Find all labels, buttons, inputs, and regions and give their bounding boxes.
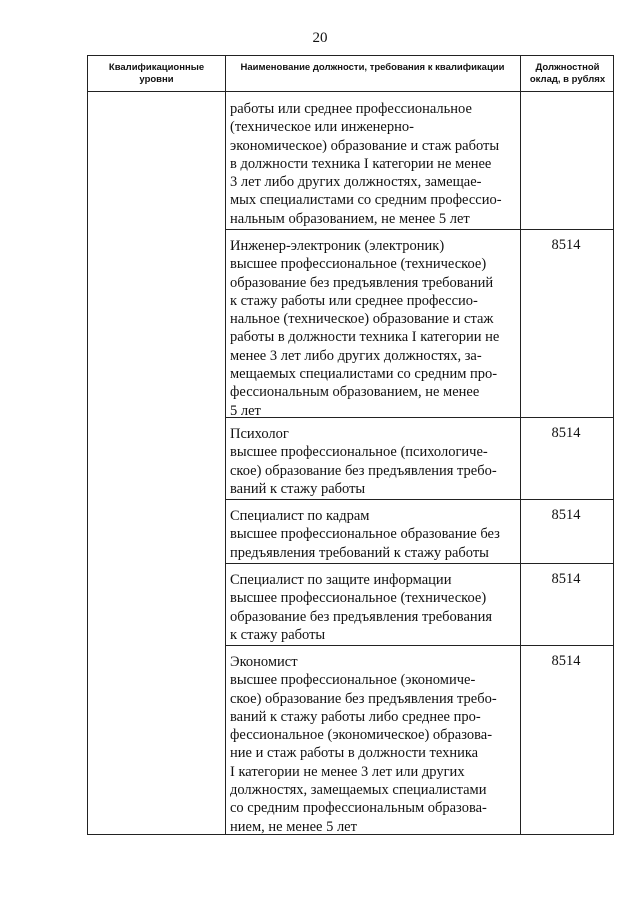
column-divider [520,56,521,834]
position-text: Специалист по кадрам высшее профессиональное образование без предъявления требований к стажу работы [230,508,500,561]
page-number: 20 [312,30,328,46]
position-text: Экономист высшее профессиональное (экономиче- ское) образование без предъявления требо- ваний к стажу работы либо среднее про- фессиональное (экономическое) образова- ние и стаж работы в должности техника I категории не менее 3 лет или других должностях, замещаемых специалистами со средним профессиональным образова- нием, не менее 5 лет [230,654,497,835]
column-divider [225,56,226,834]
row-divider [225,229,613,230]
position-text: работы или среднее профессиональное (техническое или инженерно- экономическое) образование и стаж работы в должности техника I категории не менее 3 лет либо других должностях, замещае- мых специалистами со средним профессио- нальным образованием, не менее 5 лет [230,101,502,227]
row-divider [225,499,613,500]
position-text: Специалист по защите информации высшее профессиональное (техническое) образование без предъявления требования к стажу работы [230,572,493,643]
salary-value: 8514 [551,507,581,523]
row-divider [225,645,613,646]
salary-value: 8514 [551,571,581,587]
header-qualification-levels: Квалификационные уровни [108,62,205,85]
header-divider [88,91,613,92]
row-divider [225,563,613,564]
header-salary: Должностной оклад, в рублях [529,62,606,85]
header-position-requirements: Наименование должности, требования к квалификации [240,62,505,73]
position-text: Психолог высшее профессиональное (психологиче- ское) образование без предъявления требо- ваний к стажу работы [230,426,497,497]
salary-value: 8514 [551,425,581,441]
position-text: Инженер-электроник (электроник) высшее профессиональное (техническое) образование без предъявления требований к стажу работы или среднее профессио- нальное (техническое) образование и стаж работы в должности техника I категории не менее 3 лет либо других должностях, за- мещаемых специалистами со средним про- фессиональным образованием, не менее 5 лет [230,238,500,419]
salary-value: 8514 [551,653,581,669]
qualification-table [87,55,614,835]
salary-value: 8514 [551,237,581,253]
